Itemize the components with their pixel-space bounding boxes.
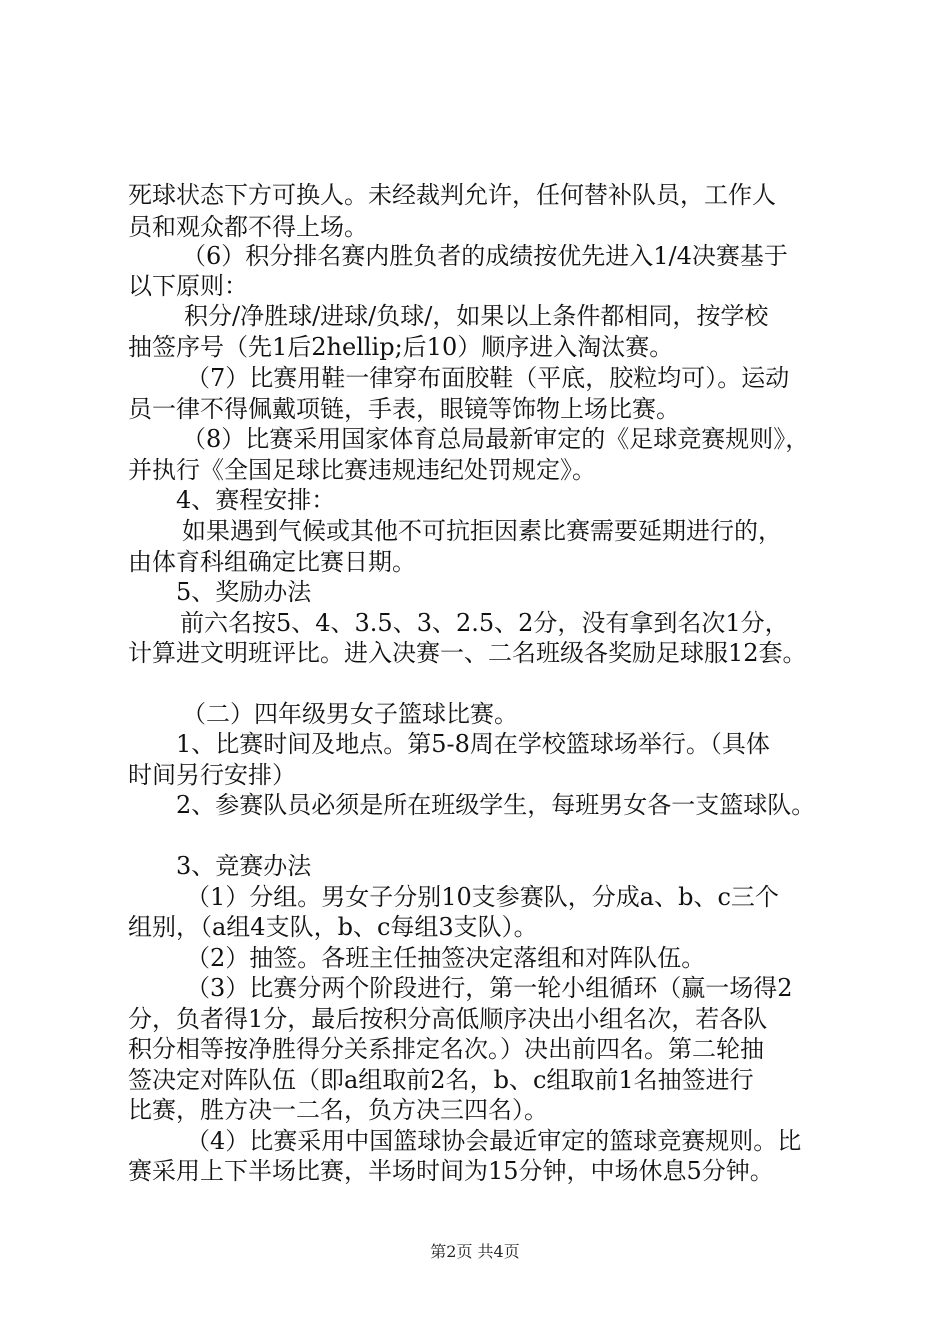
text-line: 死球状态下方可换人。未经裁判允许，任何替补队员，工作人 (128, 181, 776, 209)
text-line: 时间另行安排） (128, 761, 296, 789)
text-line: （3）比赛分两个阶段进行，第一轮小组循环（赢一场得2 (186, 974, 793, 1002)
text-line: 5、奖励办法 (176, 578, 312, 606)
text-line: 积分/净胜球/进球/负球/，如果以上条件都相同，按学校 (184, 302, 769, 330)
text-line: 员和观众都不得上场。 (128, 213, 368, 241)
page-footer (0, 1242, 950, 1262)
text-line: 如果遇到气候或其他不可抗拒因素比赛需要延期进行的， (182, 517, 782, 545)
text-line: （7）比赛用鞋一律穿布面胶鞋（平底，胶粒均可）。运动 (186, 364, 790, 392)
text-line: （2）抽签。各班主任抽签决定落组和对阵队伍。 (186, 944, 706, 972)
text-line: 组别，（a组4支队，b、c每组3支队）。 (128, 913, 538, 941)
text-line: （1）分组。男女子分别10支参赛队，分成a、b、c三个 (186, 883, 779, 911)
text-line: 由体育科组确定比赛日期。 (128, 548, 416, 576)
text-line: 员一律不得佩戴项链，手表，眼镜等饰物上场比赛。 (128, 395, 680, 423)
page-number: 第2页 共4页 (430, 1242, 520, 1261)
text-line: 3、竞赛办法 (176, 852, 312, 880)
text-line: 2、参赛队员必须是所在班级学生，每班男女各一支篮球队。 (176, 791, 816, 819)
text-line: 签决定对阵队伍（即a组取前2名，b、c组取前1名抽签进行 (128, 1066, 754, 1094)
text-line: 抽签序号（先1后2hellip;后10）顺序进入淘汰赛。 (128, 333, 674, 361)
text-line: （6）积分排名赛内胜负者的成绩按优先进入1/4决赛基于 (182, 242, 788, 270)
text-line: 并执行《全国足球比赛违规违纪处罚规定》。 (128, 456, 596, 484)
text-line: 1、比赛时间及地点。第5-8周在学校篮球场举行。（具体 (176, 730, 770, 758)
text-line: 分，负者得1分，最后按积分高低顺序决出小组名次，若各队 (128, 1005, 768, 1033)
text-line: 以下原则： (128, 272, 248, 300)
text-line: 赛采用上下半场比赛，半场时间为15分钟，中场休息5分钟。 (128, 1157, 774, 1185)
text-line: （4）比赛采用中国篮球协会最近审定的篮球竞赛规则。比 (186, 1127, 802, 1155)
text-line: 前六名按5、4、3.5、3、2.5、2分，没有拿到名次1分， (180, 609, 789, 637)
text-line: （8）比赛采用国家体育总局最新审定的《足球竞赛规则》， (182, 425, 810, 453)
text-line: 4、赛程安排： (176, 486, 336, 514)
text-line: 计算进文明班评比。进入决赛一、二名班级各奖励足球服12套。 (128, 639, 807, 667)
text-line: （二）四年级男女子篮球比赛。 (182, 700, 518, 728)
text-line: 积分相等按净胜得分关系排定名次。）决出前四名。第二轮抽 (128, 1035, 764, 1063)
text-line: 比赛，胜方决一二名，负方决三四名）。 (128, 1096, 548, 1124)
